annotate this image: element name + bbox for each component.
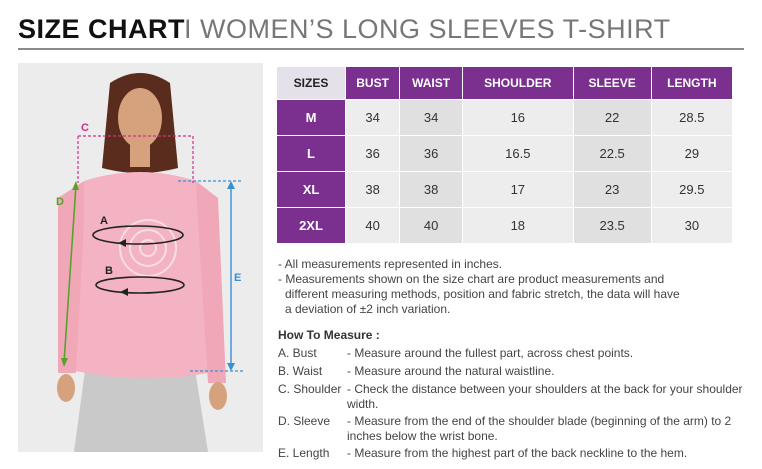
size-label: L [277, 136, 345, 171]
face-shape [118, 88, 162, 148]
note-line: a deviation of ±2 inch variation. [285, 302, 451, 316]
length-value: 29.5 [652, 172, 732, 207]
marker-d-label: D [56, 196, 64, 208]
bust-value: 38 [346, 172, 399, 207]
sleeve-value: 22 [574, 100, 651, 135]
measurement-notes [278, 257, 748, 317]
measure-desc: - Measure from the highest part of the back neckline to the hem. [347, 446, 688, 460]
sleeve-value: 22.5 [574, 136, 651, 171]
table-row [277, 172, 732, 207]
measure-desc: - Check the distance between your shoulders at the back for your shoulder width. [347, 382, 743, 411]
model-illustration [18, 63, 263, 452]
right-hand-shape [209, 382, 227, 410]
bust-value: 40 [346, 208, 399, 243]
header-sleeve: SLEEVE [574, 67, 651, 99]
neck-shape [130, 141, 150, 167]
bust-value: 34 [346, 100, 399, 135]
header-bust: BUST [346, 67, 399, 99]
header-shoulder: SHOULDER [463, 67, 573, 99]
waist-value: 36 [400, 136, 462, 171]
how-to-measure-title: How To Measure : [278, 328, 380, 342]
waist-value: 38 [400, 172, 462, 207]
note-line: - All measurements represented in inches. [278, 257, 503, 271]
header-sizes: SIZES [277, 67, 345, 99]
measure-desc: - Measure around the natural waistline. [347, 364, 555, 378]
page-subtitle: I WOMEN’S LONG SLEEVES T-SHIRT [184, 14, 671, 44]
measure-desc: - Measure from the end of the shoulder blade (beginning of the arm) to 2 inches below the wrist bone. [347, 414, 732, 443]
left-hand-shape [57, 374, 75, 402]
length-value: 30 [652, 208, 732, 243]
measure-desc: - Measure around the fullest part, across chest points. [347, 346, 634, 360]
measure-label: C. Shoulder [278, 382, 342, 396]
length-value: 28.5 [652, 100, 732, 135]
marker-a-label: A [100, 215, 108, 227]
shoulder-value: 16.5 [463, 136, 573, 171]
page-title: SIZE CHART [18, 14, 185, 44]
measure-label: A. Bust [278, 346, 317, 360]
header-waist: WAIST [400, 67, 462, 99]
header-length: LENGTH [652, 67, 732, 99]
measure-label: E. Length [278, 446, 330, 460]
model-figure [18, 63, 263, 452]
size-label: 2XL [277, 208, 345, 243]
shoulder-value: 17 [463, 172, 573, 207]
size-label: XL [277, 172, 345, 207]
table-row [277, 100, 732, 135]
shoulder-value: 18 [463, 208, 573, 243]
table-header-row [277, 67, 732, 99]
marker-c-label: C [81, 122, 89, 134]
measure-label: D. Sleeve [278, 414, 331, 428]
waist-value: 34 [400, 100, 462, 135]
shoulder-value: 16 [463, 100, 573, 135]
size-label: M [277, 100, 345, 135]
table-row [277, 136, 732, 171]
sleeve-value: 23 [574, 172, 651, 207]
table-row [277, 208, 732, 243]
measure-label: B. Waist [278, 364, 323, 378]
bust-value: 36 [346, 136, 399, 171]
length-value: 29 [652, 136, 732, 171]
size-chart-table [276, 66, 733, 244]
sleeve-value: 23.5 [574, 208, 651, 243]
page-header [18, 12, 744, 50]
marker-e-label: E [234, 272, 242, 284]
marker-b-label: B [105, 265, 113, 277]
note-line: - Measurements shown on the size chart are product measurements and [278, 272, 665, 286]
waist-value: 40 [400, 208, 462, 243]
note-line: different measuring methods, position and fabric stretch, the data will have [285, 287, 680, 301]
